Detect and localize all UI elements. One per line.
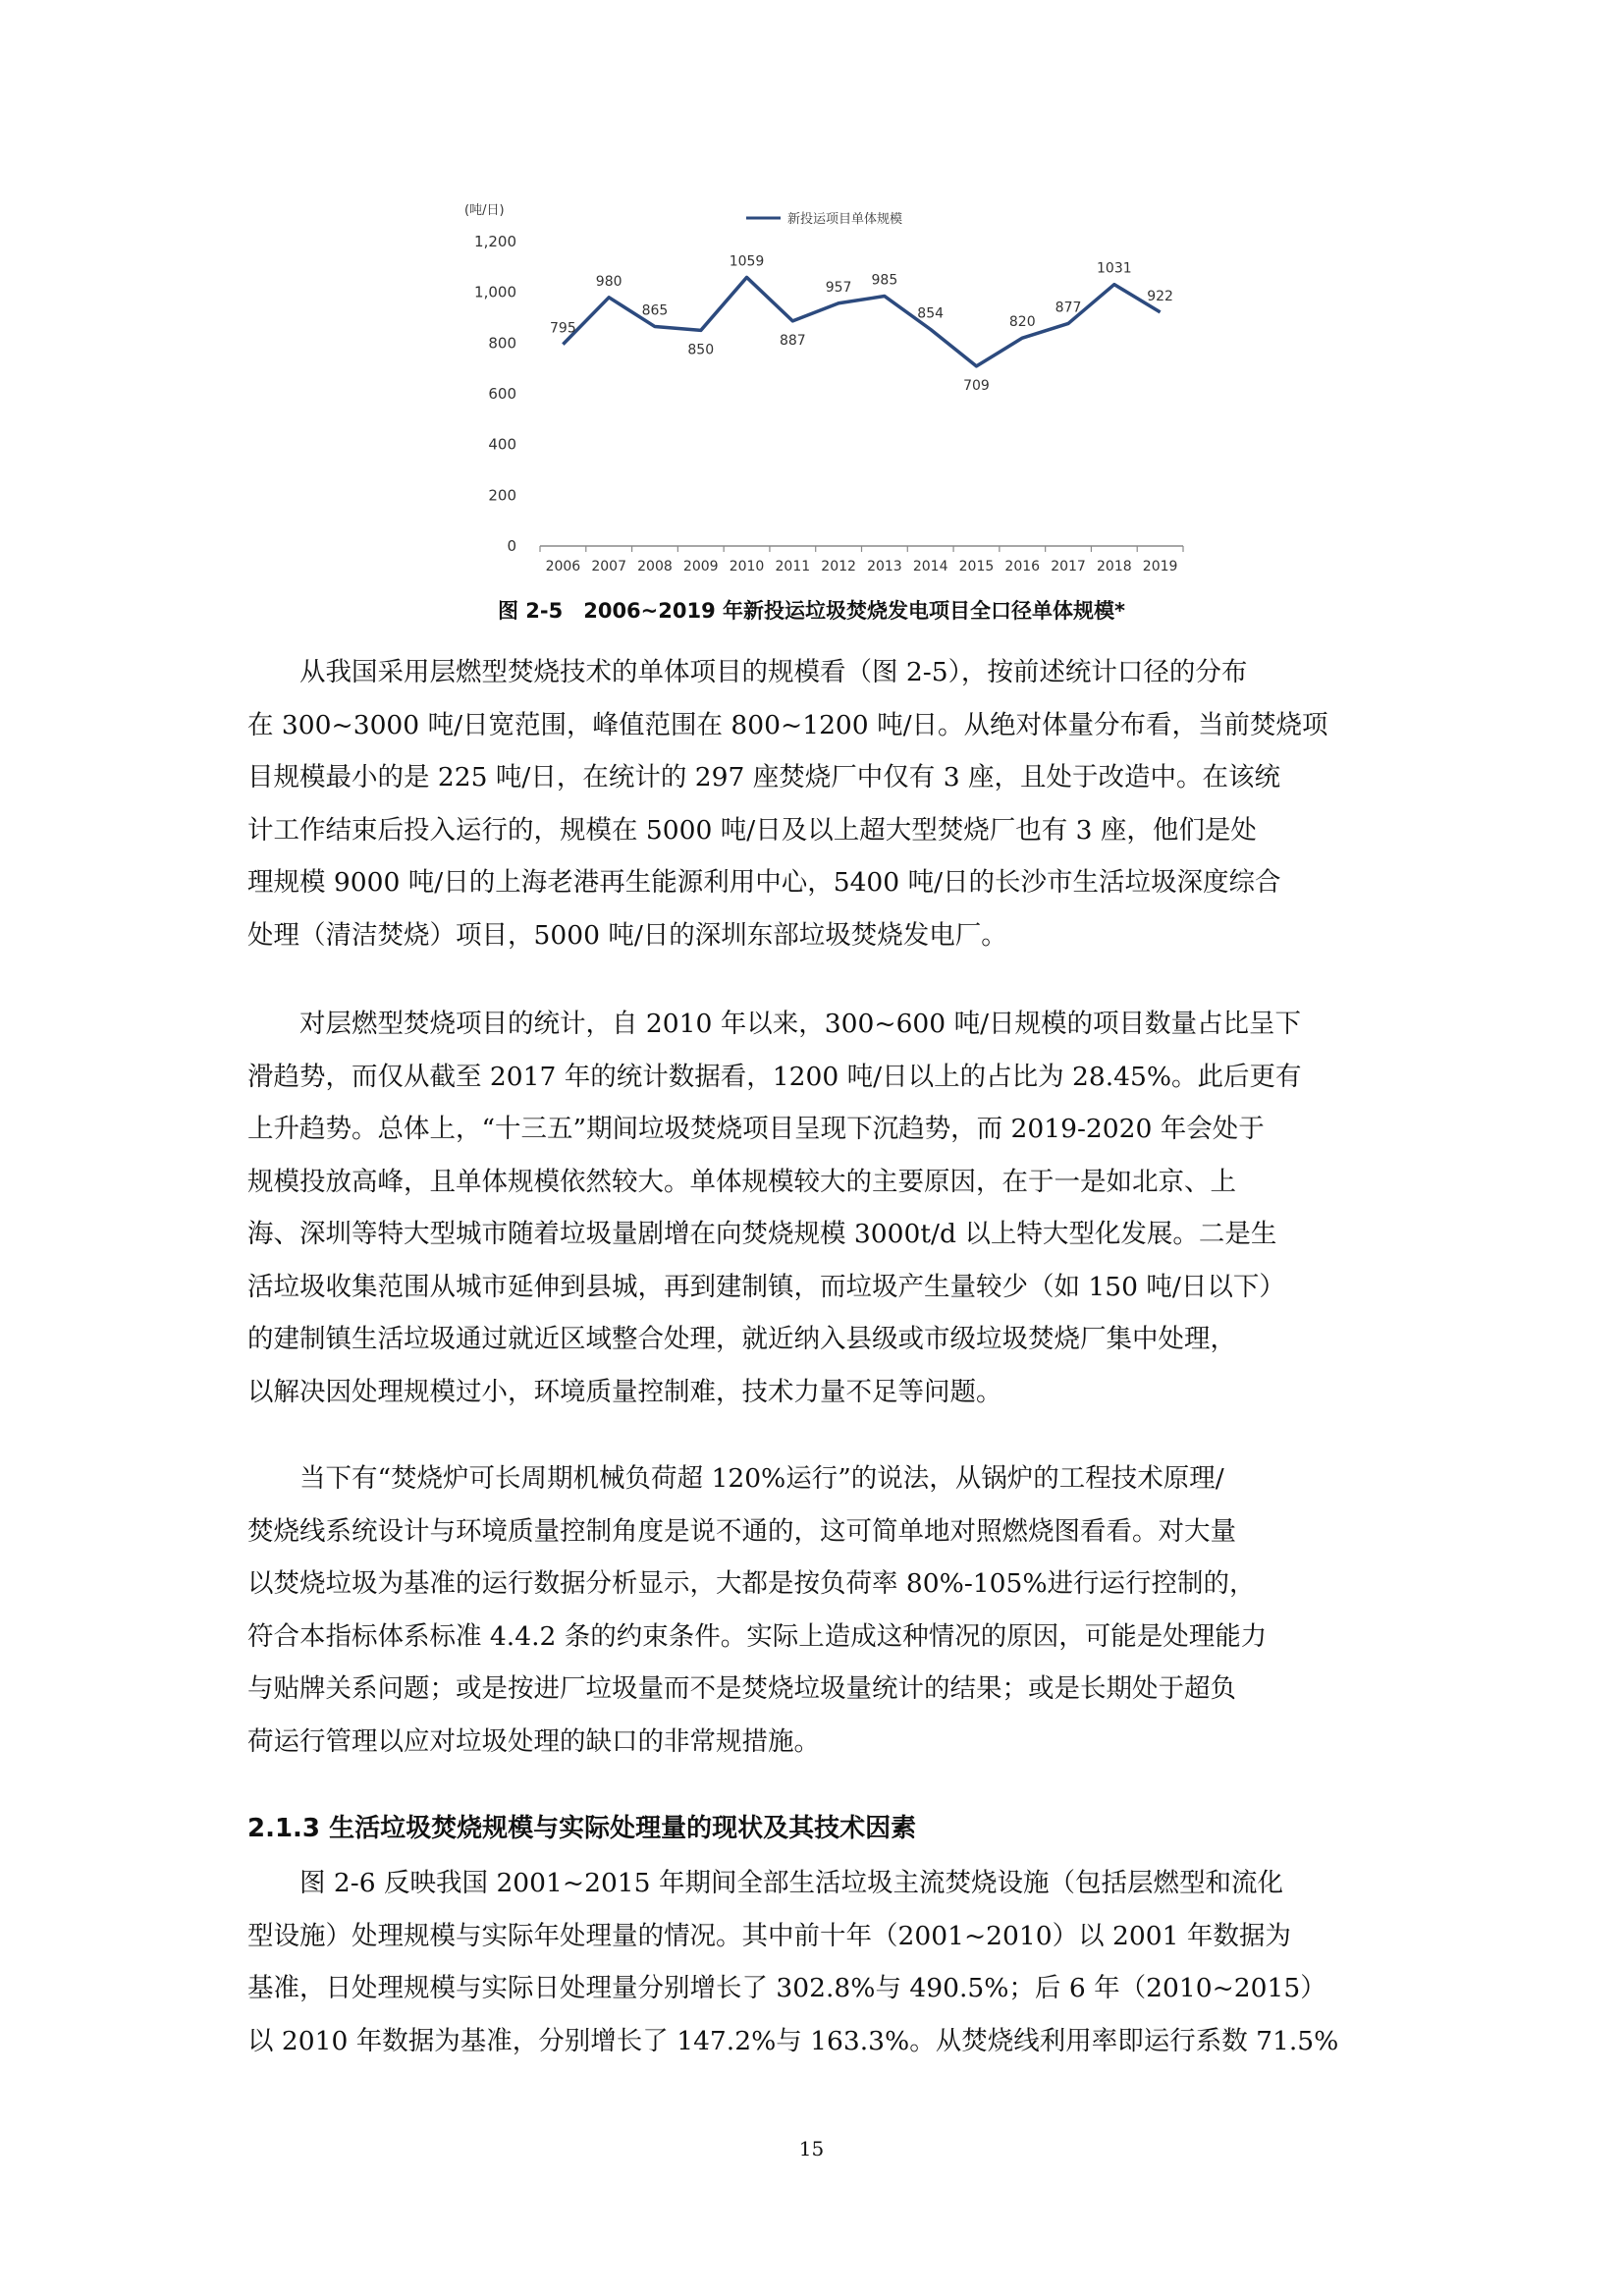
data-label: 795: [550, 320, 576, 337]
text-line: 规模投放高峰，且单体规模依然较大。单体规模较大的主要原因，在于一是如北京、上: [247, 1166, 1236, 1197]
text-line: 理规模 9000 吨/日的上海老港再生能源利用中心，5400 吨/日的长沙市生活垃圾深度综合: [247, 867, 1281, 898]
legend-label: 新投运项目单体规模: [787, 212, 903, 227]
text-line: 对层燃型焚烧项目的统计，自 2010 年以来，300~600 吨/日规模的项目数量占比呈下: [247, 1009, 1302, 1039]
data-label: 877: [1055, 300, 1082, 316]
section-heading: [247, 1803, 916, 1856]
paragraph-3: [247, 1452, 1377, 1768]
text-line: 活垃圾收集范围从城市延伸到县城，再到建制镇，而垃圾产生量较少（如 150 吨/日以下）: [247, 1271, 1285, 1302]
data-label: 980: [595, 273, 622, 290]
x-tick-label: 2013: [867, 559, 902, 574]
data-labels: [550, 253, 1173, 393]
text-line: 焚烧线系统设计与环境质量控制角度是说不通的，这可简单地对照燃烧图看看。对大量: [247, 1515, 1236, 1547]
page-number: 15: [798, 2137, 825, 2160]
text-line: 以 2010 年数据为基准，分别增长了 147.2%与 163.3%。从焚烧线利用率即运行系数 71.5%: [247, 2025, 1339, 2056]
x-tick-label: 2006: [545, 559, 581, 574]
text-line: 滑趋势，而仅从截至 2017 年的统计数据看，1200 吨/日以上的占比为 28.45%。此后更有: [247, 1061, 1302, 1092]
x-tick-label: 2011: [775, 559, 811, 574]
paragraph-4: [247, 1857, 1377, 2067]
y-tick-label: 400: [488, 435, 516, 454]
x-tick-label: 2015: [958, 559, 995, 574]
text-line: 荷运行管理以应对垃圾处理的缺口的非常规措施。: [247, 1725, 820, 1757]
y-tick-label: 1,200: [474, 233, 516, 250]
text-line: 与贴牌关系问题；或是按进厂垃圾量而不是焚烧垃圾量统计的结果；或是长期处于超负: [247, 1673, 1236, 1704]
data-label: 957: [825, 279, 852, 296]
data-label: 1031: [1097, 260, 1132, 277]
x-tick-label: 2008: [637, 559, 673, 574]
y-tick-label: 0: [507, 537, 516, 555]
data-label: 854: [917, 305, 945, 322]
text-line: 型设施）处理规模与实际年处理量的情况。其中前十年（2001~2010）以 2001 年数据为: [247, 1920, 1291, 1951]
y-axis-unit: (吨/日): [464, 203, 505, 218]
data-label: 1059: [729, 253, 765, 270]
data-label: 709: [963, 377, 990, 394]
data-label: 887: [779, 332, 806, 349]
paragraph-2: [247, 998, 1377, 1418]
text-line: 当下有“焚烧炉可长周期机械负荷超 120%运行”的说法，从锅炉的工程技术原理/: [247, 1463, 1224, 1494]
text-line: 以解决因处理规模过小，环境质量控制难，技术力量不足等问题。: [247, 1376, 1002, 1407]
x-tick-label: 2016: [1004, 559, 1041, 574]
text-line: 符合本指标体系标准 4.4.2 条的约束条件。实际上造成这种情况的原因，可能是处理能力: [247, 1620, 1268, 1652]
text-line: 以焚烧垃圾为基准的运行数据分析显示，大都是按负荷率 80%-105%进行运行控制的，: [247, 1568, 1256, 1599]
y-tick-label: 200: [488, 486, 516, 505]
x-tick-label: 2018: [1097, 559, 1132, 574]
paragraph-1: [247, 646, 1377, 961]
y-tick-label: 600: [488, 385, 516, 403]
figure-caption: 图 2-5 2006~2019 年新投运垃圾焚烧发电项目全口径单体规模*: [497, 599, 1126, 623]
x-tick-label: 2017: [1051, 559, 1086, 574]
data-label: 865: [641, 302, 669, 319]
text-line: 目规模最小的是 225 吨/日，在统计的 297 座焚烧厂中仅有 3 座，且处于改造中。在该统: [247, 762, 1280, 793]
x-tick-label: 2010: [729, 559, 765, 574]
y-tick-label: 1,000: [474, 283, 516, 301]
text-line: 图 2-6 反映我国 2001~2015 年期间全部生活垃圾主流焚烧设施（包括层燃型和流化: [247, 1868, 1283, 1898]
text-line: 在 300~3000 吨/日宽范围，峰值范围在 800~1200 吨/日。从绝对体量分布看，当前焚烧项: [247, 709, 1328, 740]
text-line: 的建制镇生活垃圾通过就近区域整合处理，就近纳入县级或市级垃圾焚烧厂集中处理，: [247, 1324, 1236, 1354]
section-number: 2.1.3: [247, 1814, 321, 1843]
data-label: 820: [1008, 314, 1036, 331]
y-tick-label: 800: [488, 334, 516, 353]
data-label: 985: [871, 272, 898, 289]
legend: [746, 211, 902, 227]
text-line: 上升趋势。总体上，“十三五”期间垃圾焚烧项目呈现下沉趋势，而 2019-2020 年会处于: [247, 1114, 1265, 1144]
data-label: 850: [687, 342, 715, 358]
x-tick-label: 2009: [682, 559, 719, 574]
text-line: 处理（清洁焚烧）项目，5000 吨/日的深圳东部垃圾焚烧发电厂。: [247, 919, 1007, 951]
text-line: 从我国采用层燃型焚烧技术的单体项目的规模看（图 2-5），按前述统计口径的分布: [247, 657, 1248, 687]
x-tick-label: 2014: [912, 559, 948, 574]
text-line: 海、深圳等特大型城市随着垃圾量剧增在向焚烧规模 3000t/d 以上特大型化发展。二是生: [247, 1219, 1277, 1249]
series-line: [563, 277, 1160, 365]
text-line: 计工作结束后投入运行的，规模在 5000 吨/日及以上超大型焚烧厂也有 3 座，他们是处: [247, 814, 1257, 846]
x-axis: [540, 546, 1183, 574]
x-tick-label: 2007: [591, 559, 626, 574]
data-label: 922: [1147, 288, 1173, 304]
x-tick-label: 2019: [1142, 559, 1178, 574]
text-line: 基准，日处理规模与实际日处理量分别增长了 302.8%与 490.5%；后 6 年（2010~2015）: [247, 1973, 1326, 2003]
section-title: 生活垃圾焚烧规模与实际处理量的现状及其技术因素: [329, 1814, 917, 1843]
x-tick-label: 2012: [821, 559, 856, 574]
line-chart: [457, 194, 1203, 587]
y-axis: [474, 233, 516, 555]
